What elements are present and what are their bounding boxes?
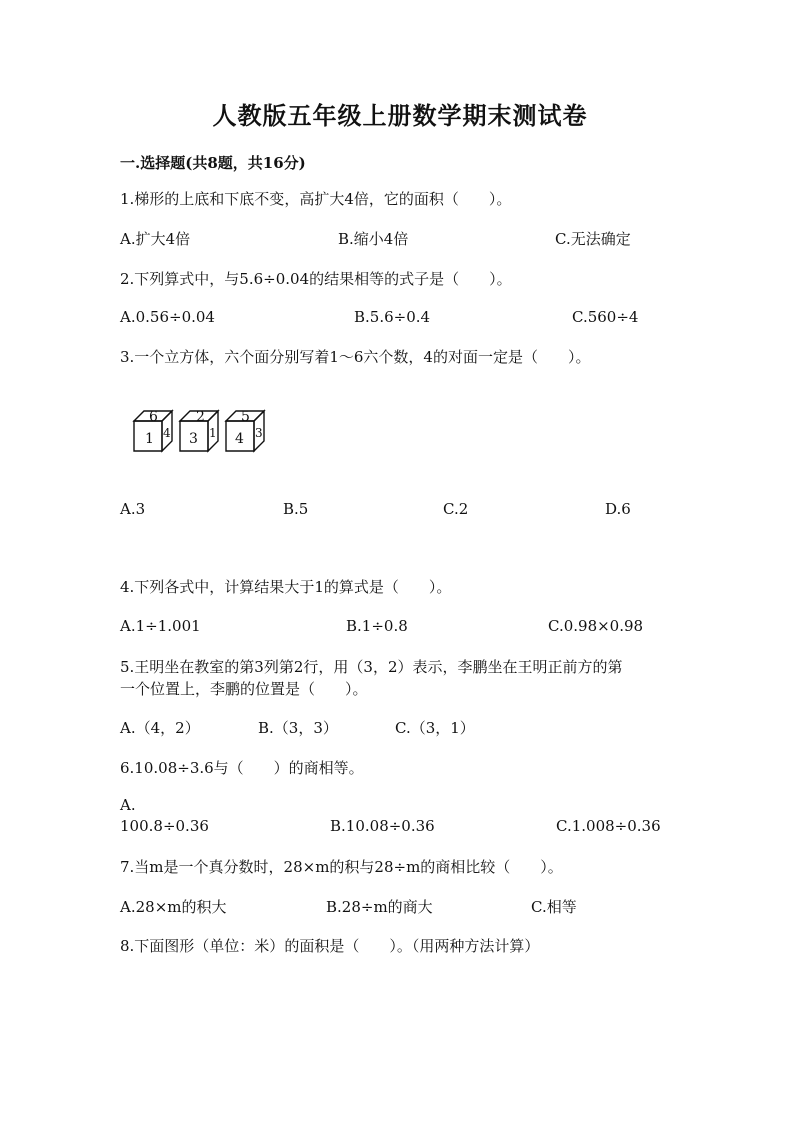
cube-1-side: 4 [163,426,171,440]
question-7-stem: 7.当m是一个真分数时，28×m的积与28÷m的商相比较（ ）。 [120,858,563,876]
q3-option-c: C.2 [443,500,469,518]
q1-option-b: B.缩小4倍 [338,230,409,248]
question-8-stem: 8.下面图形（单位：米）的面积是（ ）。（用两种方法计算） [120,937,540,955]
dice-figure [130,407,270,457]
q6-option-c: C.1.008÷0.36 [556,817,661,835]
q1-option-a: A.扩大4倍 [120,230,191,248]
q1-option-c: C.无法确定 [555,230,631,248]
cube-3-top: 5 [241,409,250,425]
q6-option-a-label: A. [120,796,136,814]
question-3-stem: 3.一个立方体，六个面分别写着1～6六个数，4的对面一定是（ ）。 [120,348,591,366]
q6-option-b: B.10.08÷0.36 [330,817,435,835]
question-5-stem-line-1: 5.王明坐在教室的第3列第2行，用（3，2）表示，李鹏坐在王明正前方的第 [120,658,623,676]
cube-2 [180,409,218,451]
cube-2-front: 3 [189,431,198,447]
q3-option-d: D.6 [605,500,631,518]
q4-option-c: C.0.98×0.98 [548,617,644,635]
q7-option-a: A.28×m的积大 [120,898,227,916]
q2-option-b: B.5.6÷0.4 [354,308,431,326]
cube-2-top: 2 [196,409,205,425]
cube-1 [134,409,172,451]
cube-2-side: 1 [209,426,217,440]
q5-option-b: B.（3，3） [258,719,338,737]
q3-option-a: A.3 [120,500,146,518]
q2-option-c: C.560÷4 [572,308,639,326]
q5-option-c: C.（3，1） [395,719,475,737]
q4-option-b: B.1÷0.8 [346,617,408,635]
question-4-stem: 4.下列各式中，计算结果大于1的算式是（ ）。 [120,578,452,596]
question-2-stem: 2.下列算式中，与5.6÷0.04的结果相等的式子是（ ）。 [120,270,512,288]
cube-1-top: 6 [149,409,158,425]
q6-option-a-value: 100.8÷0.36 [120,817,209,835]
page-title: 人教版五年级上册数学期末测试卷 [212,101,588,130]
cube-3 [226,409,264,451]
question-5-stem-line-2: 一个位置上，李鹏的位置是（ ）。 [120,680,368,698]
q5-option-a: A.（4，2） [120,719,200,737]
q4-option-a: A.1÷1.001 [120,617,201,635]
cube-1-front: 1 [145,431,154,447]
q2-option-a: A.0.56÷0.04 [120,308,215,326]
q7-option-c: C.相等 [531,898,577,916]
q7-option-b: B.28÷m的商大 [326,898,433,916]
section-heading: 一.选择题(共8题，共16分) [120,154,306,172]
question-6-stem: 6.10.08÷3.6与（ ）的商相等。 [120,759,364,777]
cube-3-front: 4 [235,431,244,447]
q3-option-b: B.5 [283,500,309,518]
cube-3-side: 3 [255,426,263,440]
question-1-stem: 1.梯形的上底和下底不变，高扩大4倍，它的面积（ ）。 [120,190,512,208]
